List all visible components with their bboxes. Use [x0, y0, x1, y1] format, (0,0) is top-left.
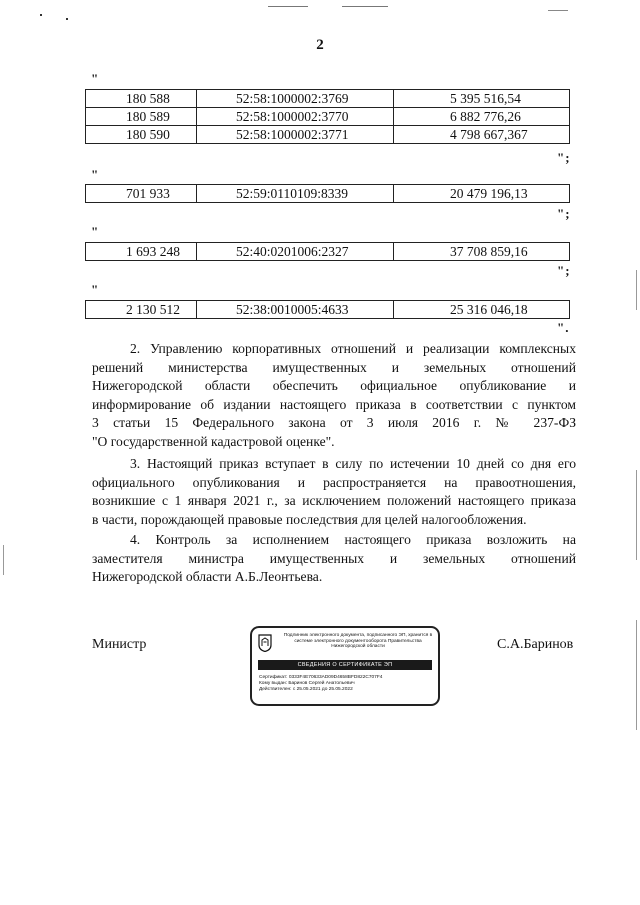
- cell-cadastral-number: 52:58:1000002:3771: [197, 126, 394, 144]
- scan-artifact: [268, 6, 308, 7]
- paragraph-line: 3. Настоящий приказ вступает в силу по истечении 10 дней со дня его: [130, 456, 576, 471]
- opening-quote: ": [91, 167, 99, 182]
- stamp-header: СВЕДЕНИЯ О СЕРТИФИКАТЕ ЭП: [258, 660, 432, 670]
- cadastral-table: [85, 300, 570, 319]
- cell-number: 180 589: [86, 108, 197, 126]
- cell-cadastral-number: 52:40:0201006:2327: [197, 243, 394, 261]
- scan-artifact: [636, 470, 637, 560]
- cell-value: 25 316 046,18: [394, 301, 570, 319]
- stamp-validity: Действителен: с 25.05.2021 до 25.05.2022: [259, 687, 353, 693]
- closing-quote: ".: [557, 320, 570, 335]
- opening-quote: ": [91, 282, 99, 297]
- cell-value: 6 882 776,26: [394, 108, 570, 126]
- scan-artifact: [342, 6, 388, 7]
- cell-number: 2 130 512: [86, 301, 197, 319]
- cell-value: 5 395 516,54: [394, 90, 570, 108]
- cadastral-table: [85, 242, 570, 261]
- cell-cadastral-number: 52:59:0110109:8339: [197, 185, 394, 203]
- opening-quote: ": [91, 224, 99, 239]
- closing-quote: ";: [557, 150, 571, 165]
- paragraph-line: 2. Управлению корпоративных отношений и реализации комплексных: [130, 341, 576, 356]
- paragraph-line: 3 статьи 15 Федерального закона от 3 июля 2016 г. № 237-ФЗ: [92, 415, 576, 431]
- scan-artifact: [66, 18, 68, 20]
- paragraph-line: Нижегородской области обеспечить официальное опубликование и: [92, 378, 576, 394]
- stamp-certificate: Сертификат: 0333F4E70633AD09D4658BFD822C707F4: [259, 675, 383, 680]
- paragraph-2: [92, 340, 576, 452]
- scan-artifact: [636, 270, 637, 310]
- table-row: [86, 301, 570, 319]
- table-row: [86, 185, 570, 203]
- table-row: [86, 108, 570, 126]
- stamp-issued-to: Кому выдан: Баринов Сергей Анатольевич: [259, 681, 355, 687]
- scan-artifact: [636, 620, 637, 730]
- cell-cadastral-number: 52:58:1000002:3770: [197, 108, 394, 126]
- cell-value: 4 798 667,367: [394, 126, 570, 144]
- stamp-details: [259, 675, 382, 694]
- paragraph-line: 4. Контроль за исполнением настоящего приказа возложить на: [130, 532, 576, 547]
- stamp-notice: Подлинник электронного документа, подписанного ЭП, хранится в системе электронного документооборота Правительства Нижегородской области: [283, 633, 433, 650]
- cell-number: 180 590: [86, 126, 197, 144]
- scan-artifact: [548, 10, 568, 11]
- cell-cadastral-number: 52:58:1000002:3769: [197, 90, 394, 108]
- paragraph-3: [92, 455, 576, 529]
- cell-value: 37 708 859,16: [394, 243, 570, 261]
- paragraph-line: в части, порождающей правовые последствия для целей налогообложения.: [92, 511, 527, 527]
- cadastral-table: [85, 89, 570, 144]
- cell-number: 701 933: [86, 185, 197, 203]
- scan-artifact: [40, 14, 42, 16]
- cell-cadastral-number: 52:38:0010005:4633: [197, 301, 394, 319]
- closing-quote: ";: [557, 206, 571, 221]
- paragraph-line: заместителя министра имущественных и земельных отношений: [92, 550, 576, 566]
- table-row: [86, 243, 570, 261]
- cell-number: 1 693 248: [86, 243, 197, 261]
- page-number: 2: [316, 37, 324, 53]
- closing-quote: ";: [557, 263, 571, 278]
- table-row: [86, 90, 570, 108]
- paragraph-line: Нижегородской области А.Б.Леонтьева.: [92, 569, 323, 585]
- paragraph-line: официального опубликования и распространяется на правоотношения,: [92, 474, 576, 490]
- cadastral-table: [85, 184, 570, 203]
- electronic-signature-stamp: [250, 626, 440, 706]
- paragraph-line: возникшие с 1 января 2021 г., за исключением положений настоящего приказа: [92, 493, 576, 509]
- paragraph-line: "О государственной кадастровой оценке".: [92, 433, 335, 449]
- paragraph-line: решений министерства имущественных и земельных отношений: [92, 359, 576, 375]
- opening-quote: ": [91, 71, 99, 86]
- coat-of-arms-icon: [258, 634, 272, 652]
- signatory-name: С.А.Баринов: [497, 637, 574, 652]
- paragraph-4: [92, 531, 576, 587]
- cell-number: 180 588: [86, 90, 197, 108]
- cell-value: 20 479 196,13: [394, 185, 570, 203]
- table-row: [86, 126, 570, 144]
- paragraph-line: информирование об издании настоящего приказа в соответствии с пунктом: [92, 396, 576, 412]
- scan-artifact: [3, 545, 4, 575]
- signatory-position: Министр: [92, 637, 147, 652]
